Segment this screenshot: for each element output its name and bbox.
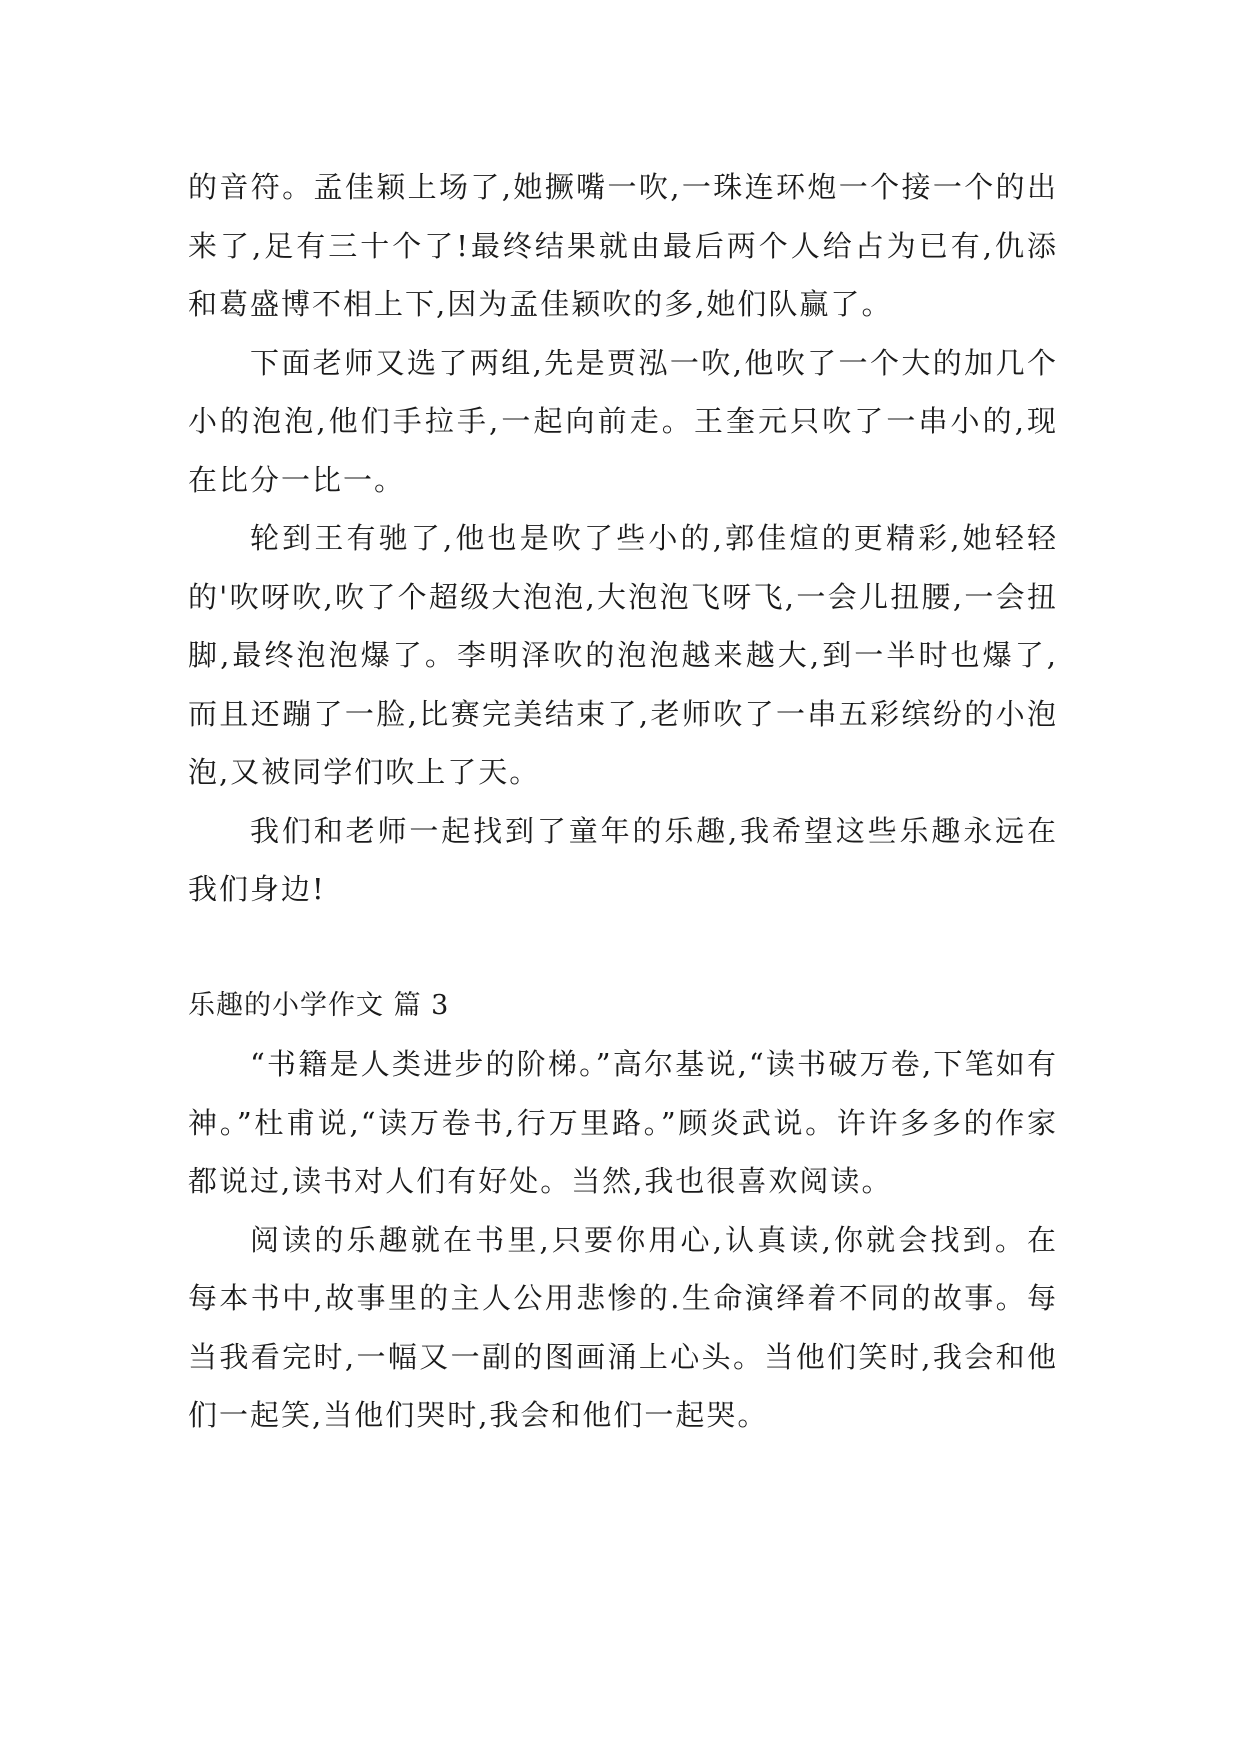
paragraph-3: 轮到王有驰了,他也是吹了些小的,郭佳煊的更精彩,她轻轻的'吹呀吹,吹了个超级大泡泡,大泡泡飞呀飞,一会儿扭腰,一会扭脚,最终泡泡爆了。李明泽吹的泡泡越来越大,到一半时也爆了,而且还蹦了一脸,比赛完美结束了,老师吹了一串五彩缤纷的小泡泡,又被同学们吹上了天。 xyxy=(188,521,1058,789)
paragraph-2: 下面老师又选了两组,先是贾泓一吹,他吹了一个大的加几个小的泡泡,他们手拉手,一起向前走。王奎元只吹了一串小的,现在比分一比一。 xyxy=(188,345,1058,497)
section-title: 乐趣的小学作文 篇 3 xyxy=(188,989,450,1021)
paragraph-1: 的音符。孟佳颖上场了,她撅嘴一吹,一珠连环炮一个接一个的出来了,足有三十个了!最终结果就由最后两个人给占为已有,仇添和葛盛博不相上下,因为孟佳颖吹的多,她们队赢了。 xyxy=(188,170,1058,321)
paragraph-6: 阅读的乐趣就在书里,只要你用心,认真读,你就会找到。在每本书中,故事里的主人公用悲惨的.生命演绎着不同的故事。每当我看完时,一幅又一副的图画涌上心头。当他们笑时,我会和他们一起笑,当他们哭时,我会和他们一起哭。 xyxy=(188,1222,1058,1432)
paragraph-5: “书籍是人类进步的阶梯。”高尔基说,“读书破万卷,下笔如有神。”杜甫说,“读万卷书,行万里路。”顾炎武说。许许多多的作家都说过,读书对人们有好处。当然,我也很喜欢阅读。 xyxy=(188,1047,1058,1198)
document-body xyxy=(188,158,1058,1445)
paragraph-4: 我们和老师一起找到了童年的乐趣,我希望这些乐趣永远在我们身边! xyxy=(188,813,1058,906)
